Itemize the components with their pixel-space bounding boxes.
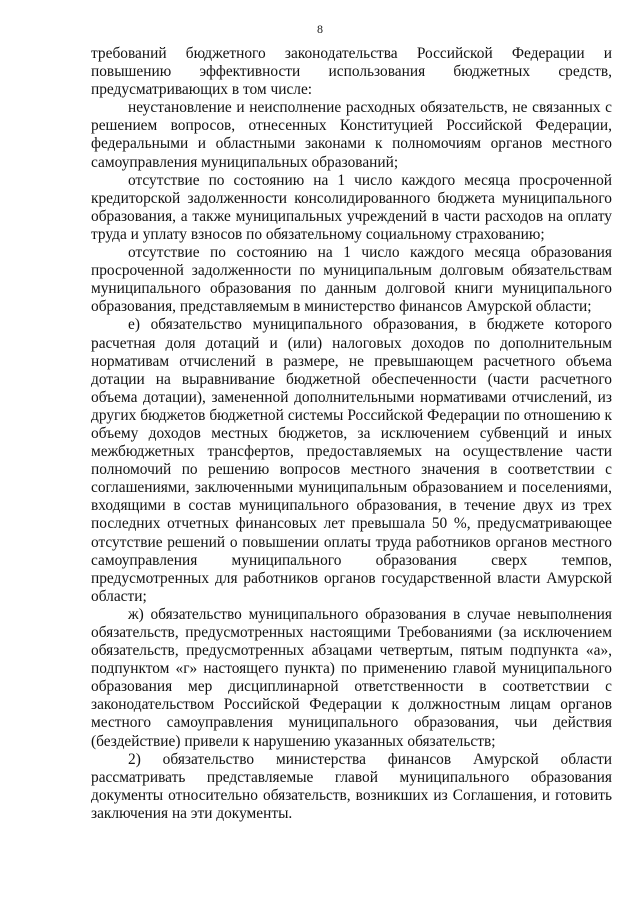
page-number: 8	[317, 22, 323, 36]
paragraph: 2) обязательство министерства финансов Амурской области рассматривать представляемые главой муниципального образования документы относительно обязательств, возникших из Соглашения, и готовить заключения на эти документы.	[91, 750, 612, 822]
paragraph: е) обязательство муниципального образования, в бюджете которого расчетная доля дотаций и (или) налоговых доходов по дополнительным нормативам отчислений в размере, не превышающем расчетного объема дотации на выравнивание бюджетной обеспеченности (части расчетного объема дотации), замененной дополнительными нормативами отчислений, из других бюджетов бюджетной системы Российской Федерации по отношению к объему доходов местных бюджетов, за исключением субвенций и иных межбюджетных трансфертов, предоставляемых на осуществление части полномочий по решению вопросов местного значения в соответствии с соглашениями, заключенными муниципальным образованием и поселениями, входящими в состав муниципального образования, в течение двух из трех последних отчетных финансовых лет превышала 50 %, предусматривающее отсутствие решений о повышении оплаты труда работников органов местного самоуправления муниципального образования сверх темпов, предусмотренных для работников органов государственной власти Амурской области;	[91, 316, 612, 605]
paragraph: неустановление и неисполнение расходных обязательств, не связанных с решением вопросов, отнесенных Конституцией Российской Федерации, федеральными и областными законами к полномочиям органов местного самоуправления муниципальных образований;	[91, 99, 612, 171]
document-body	[91, 45, 612, 823]
paragraph: ж) обязательство муниципального образования в случае невыполнения обязательств, предусмотренных настоящими Требованиями (за исключением обязательств, предусмотренных абзацами четвертым, пятым подпункта «а», подпунктом «г» настоящего пункта) по применению главой муниципального образования мер дисциплинарной ответственности в соответствии с законодательством Российской Федерации к должностным лицам органов местного самоуправления муниципального образования, чьи действия (бездействие) привели к нарушению указанных обязательств;	[91, 605, 612, 750]
paragraph: отсутствие по состоянию на 1 число каждого месяца просроченной кредиторской задолженности консолидированного бюджета муниципального образования, а также муниципальных учреждений в части расходов на оплату труда и уплату взносов по обязательному социальному страхованию;	[91, 171, 612, 243]
paragraph: отсутствие по состоянию на 1 число каждого месяца образования просроченной задолженности по муниципальным долговым обязательствам муниципального образования по данным долговой книги муниципального образования, представляемым в министерство финансов Амурской области;	[91, 244, 612, 316]
paragraph: требований бюджетного законодательства Российской Федерации и повышению эффективности использования бюджетных средств, предусматривающих в том числе:	[91, 45, 612, 99]
